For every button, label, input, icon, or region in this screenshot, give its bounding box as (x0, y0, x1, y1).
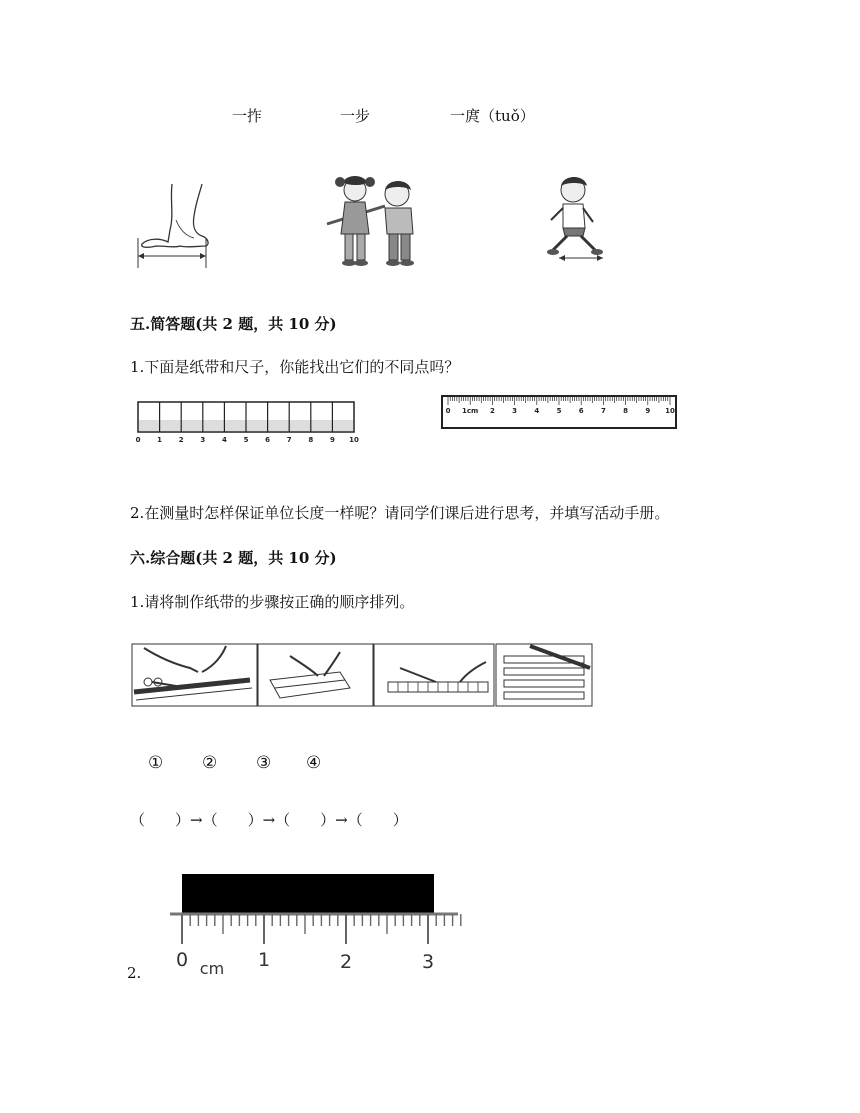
ruler-tick-label: 1cm (462, 407, 479, 415)
strip-tick-label: 8 (308, 436, 314, 444)
strip-tick-label: 9 (329, 436, 335, 444)
order-answer-blanks: （ ）→（ ）→（ ）→（ ） (130, 811, 408, 829)
q2-ruler-label: 3 (421, 951, 435, 973)
ruler-tick-label: 9 (645, 407, 651, 415)
hand-span-illustration (130, 180, 220, 272)
step-number-2: ② (202, 753, 218, 773)
ruler-tick-label: 6 (578, 407, 584, 415)
ruler-tick-label: 7 (600, 407, 606, 415)
ruler-tick-label: 8 (623, 407, 629, 415)
strip-tick-label: 3 (200, 436, 206, 444)
q2-ruler-label: cm (199, 959, 225, 978)
strip-tick-label: 5 (243, 436, 249, 444)
ruler-tick-label: 3 (512, 407, 518, 415)
section-5-question-1: 1.下面是纸带和尺子，你能找出它们的不同点吗？ (130, 358, 460, 376)
section-6-heading: 六.综合题(共 2 题，共 10 分) (130, 549, 337, 567)
black-bar-ruler-figure (168, 870, 463, 980)
paper-strip-steps-illustration (130, 642, 595, 710)
ruler-tick-label: 2 (489, 407, 495, 415)
strip-tick-label: 7 (286, 436, 292, 444)
q2-ruler-label: 0 (175, 949, 189, 971)
ruler-tick-label: 5 (556, 407, 562, 415)
unit-label-tuo: 一庹（tuǒ） (450, 107, 535, 125)
strip-tick-label: 2 (178, 436, 184, 444)
section-6-question-1: 1.请将制作纸带的步骤按正确的顺序排列。 (130, 593, 415, 611)
q2-ruler-label: 2 (339, 951, 353, 973)
ruler-figure (440, 394, 680, 434)
children-measuring-illustration (325, 172, 425, 270)
ruler-tick-label: 10 (665, 407, 675, 415)
strip-tick-label: 6 (265, 436, 271, 444)
walking-boy-illustration (545, 172, 610, 270)
ruler-tick-label: 4 (534, 407, 540, 415)
strip-tick-label: 10 (349, 436, 359, 444)
section-5-question-2: 2.在测量时怎样保证单位长度一样呢？请同学们课后进行思考，并填写活动手册。 (130, 504, 670, 522)
section-6-question-2-number: 2. (127, 964, 142, 982)
step-number-1: ① (148, 753, 164, 773)
unit-label-bu: 一步 (340, 107, 371, 125)
step-number-3: ③ (256, 753, 272, 773)
strip-tick-label: 4 (221, 436, 227, 444)
strip-tick-label: 0 (135, 436, 141, 444)
paper-strip-figure (136, 400, 366, 450)
strip-tick-label: 1 (157, 436, 163, 444)
section-5-heading: 五.简答题(共 2 题，共 10 分) (130, 315, 337, 333)
step-number-4: ④ (306, 753, 322, 773)
unit-label-zha: 一拃 (232, 107, 263, 125)
ruler-tick-label: 0 (445, 407, 451, 415)
q2-ruler-label: 1 (257, 949, 271, 971)
